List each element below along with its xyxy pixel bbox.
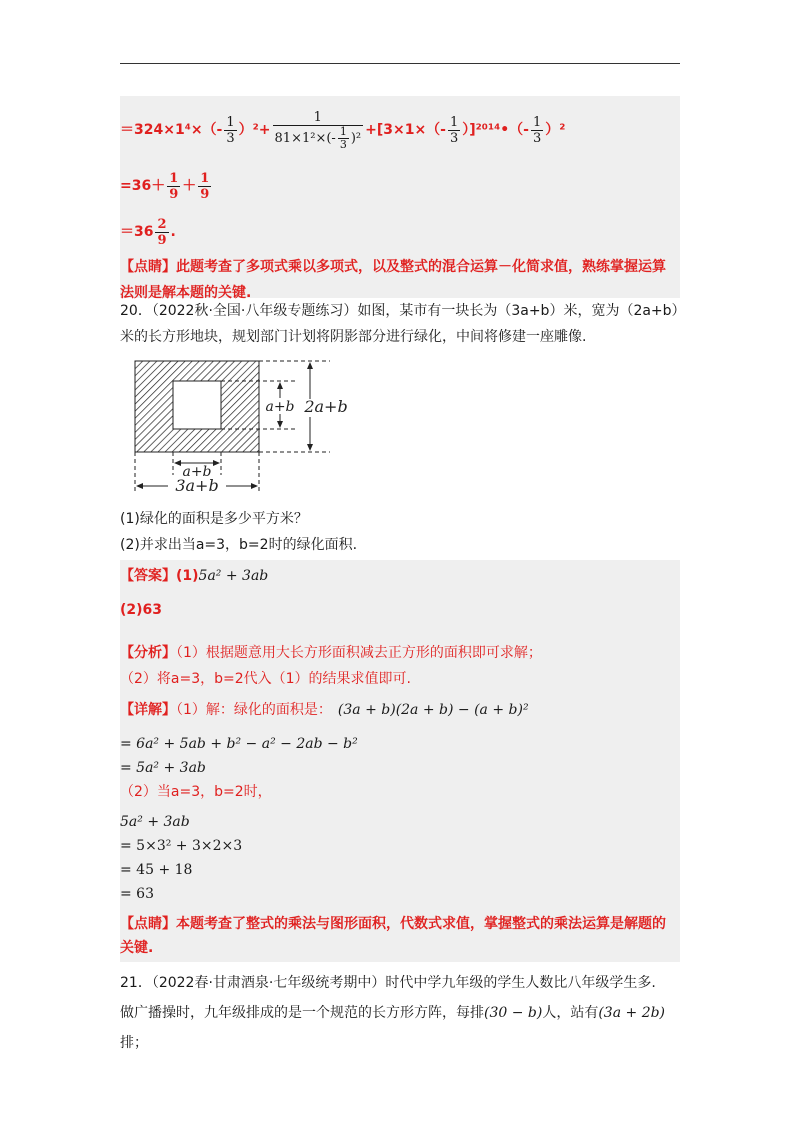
note-q19: 【点睛】此题考查了多项式乘以多项式，以及整式的混合运算－化简求值，熟练掌握运算 法则是解本题的关键. <box>120 259 666 301</box>
answer-q20: 【答案】(1)5a² + 3ab (2)63 <box>120 568 269 618</box>
label-inner-height: a+b <box>265 399 295 415</box>
equation-line-1 <box>120 108 565 152</box>
fraction: $\frac{1}{3}$ <box>450 114 459 146</box>
question-21: 21．（2022春·甘肃酒泉·七年级统考期中）时代中学九年级的学生人数比八年级学生多. 做广播操时，九年级排成的是一个规范的长方形方阵，每排(30 − b)人，站有(3a + 2b)排； <box>120 975 666 1051</box>
note-q20: 【点睛】本题考查了整式的乘法与图形面积，代数式求值，掌握整式的乘法运算是解题的 关键. <box>120 916 666 956</box>
question-20-subparts: (1)绿化的面积是多少平方米？ (2)并求出当a=3，b=2时的绿化面积. <box>120 511 358 553</box>
analysis-q20: 【分析】（1）根据题意用大长方形面积减去正方形的面积即可求解； （2）将a=3，b=2代入（1）的结果求值即可. <box>120 645 542 687</box>
eq1-mid1: ）²+ <box>238 122 271 138</box>
header-rule <box>120 63 680 64</box>
inner-square <box>173 381 221 429</box>
eq1-end: ）² <box>545 122 566 138</box>
detail-q20: 【详解】（1）解：绿化的面积是： (3a + b)(2a + b) − (a + b)² = 6a² + 5ab + b² − a² − 2ab − b² = 5a² + 3ab （2）当a=3，b=2时， 5a² + 3ab = 5×3² + 3×2×3 = 45 + 18 = 63 <box>120 702 529 902</box>
fraction: $\frac{1}{9}$ <box>200 170 210 202</box>
fraction: $\frac{2}{9}$ <box>157 216 167 248</box>
label-outer-height: 2a+b <box>304 397 348 416</box>
fraction: $\frac{1}{9}$ <box>169 170 179 202</box>
figure-garden-plot <box>120 355 360 495</box>
eq2-plus: ＋ <box>182 178 197 194</box>
eq1-mid3: ）]²⁰¹⁴•（- <box>462 122 529 138</box>
label-inner-width: a+b <box>182 464 212 480</box>
eq3-end: . <box>170 224 176 240</box>
label-outer-width: 3a+b <box>175 476 219 495</box>
big-fraction: 1 81×1²×(- $\frac{1}{3}$ )² <box>274 109 362 151</box>
eq2-prefix: =36＋ <box>120 178 166 194</box>
fraction: $\frac{1}{3}$ <box>226 114 235 146</box>
fraction: $\frac{1}{3}$ <box>532 114 542 146</box>
eq3-prefix: ＝36 <box>120 224 154 240</box>
eq1-mid2: +[3×1×（- <box>365 122 446 138</box>
eq1-prefix: ＝324×1⁴×（- <box>120 122 223 138</box>
question-20: 20．（2022秋·全国·八年级专题练习）如图，某市有一块长为（3a+b）米，宽为（2a+b） 米的长方形地块，规划部门计划将阴影部分进行绿化，中间将修建一座雕像. <box>120 303 686 345</box>
equation-line-2 <box>120 166 213 206</box>
equation-line-3 <box>120 212 176 252</box>
